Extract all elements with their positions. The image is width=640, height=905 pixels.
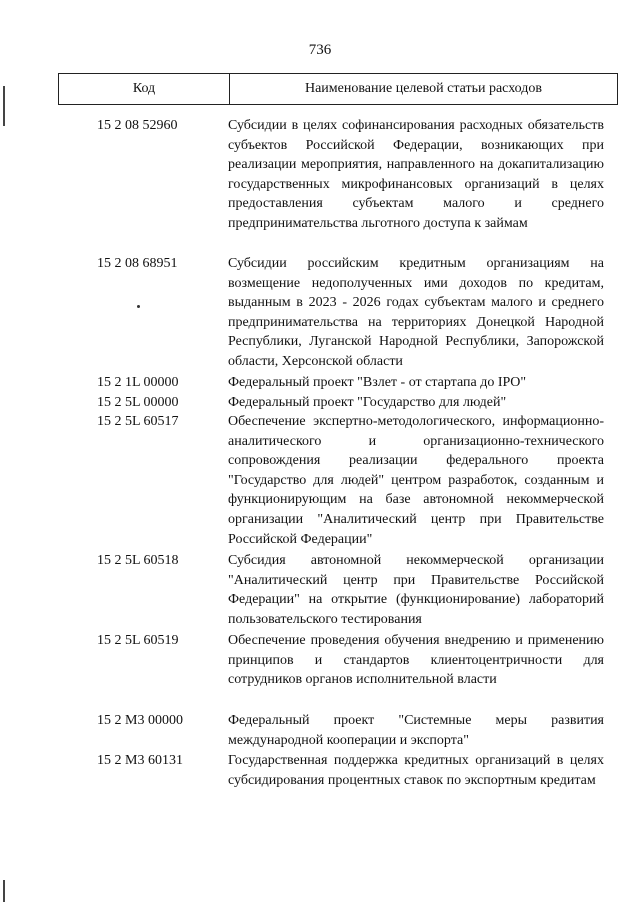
page-number: 736 [308,42,332,58]
item-code: 15 2 5L 00000 [97,395,179,410]
table-row [0,393,640,412]
header-code-column: Код [59,74,230,104]
item-code: 15 2 08 68951 [97,256,178,271]
item-code: 15 2 M3 00000 [97,713,183,728]
table-row [0,751,640,811]
table-row [0,551,640,631]
item-code: 15 2 M3 60131 [97,753,183,768]
item-description: Субсидии в целях софинансирования расходных обязательств субъектов Российской Федерации, возникающих при реализации мероприятия, направленного на докапитализацию государственных микрофинансовых организаций в целях предоставления субъектам малого и среднего предпринимательства льготного доступа к займам [228,118,604,231]
item-code: 15 2 5L 60517 [97,414,179,429]
item-description: Федеральный проект "Взлет - от стартапа до IPO" [228,375,527,390]
item-code: 15 2 5L 60519 [97,633,179,648]
table-row [0,711,640,751]
table-row [0,254,640,373]
item-description: Федеральный проект "Системные меры развития международной кооперации и экспорта" [228,713,604,748]
budget-items-table [0,116,640,811]
table-row [0,412,640,551]
item-code: 15 2 1L 00000 [97,375,179,390]
header-name-column: Наименование целевой статьи расходов [304,81,543,96]
item-description: Субсидии российским кредитным организациям на возмещение недополученных ими доходов по кредитам, выданным в 2023 - 2026 годах субъектам малого и среднего предпринимательства на территориях Донецкой Народной Республики, Луганской Народной Республики, Запорожской области, Херсонской области [228,256,604,369]
item-description: Обеспечение проведения обучения внедрению и применению принципов и стандартов клиентоцентричности для сотрудников органов исполнительной власти [228,633,604,688]
item-description: Обеспечение экспертно-методологического, информационно-аналитического и организационно-технического сопровождения реализации федерального проекта "Государство для людей" центром разработок, созданным и функционирующим на базе автономной некоммерческой организации "Аналитический центр при Правительстве Российской Федерации" [228,414,604,547]
item-code: 15 2 08 52960 [97,118,178,133]
table-header [58,73,618,105]
table-row [0,116,640,254]
item-description: Федеральный проект "Государство для людей" [228,395,507,410]
item-code: 15 2 5L 60518 [97,553,179,568]
item-description: Субсидия автономной некоммерческой организации "Аналитический центр при Правительстве Российской Федерации" на открытие (функционирование) лабораторий пользовательского тестирования [228,553,604,627]
table-row [0,631,640,711]
scan-dot [137,305,140,308]
scan-edge-mark [3,880,5,902]
table-row [0,373,640,393]
item-description: Государственная поддержка кредитных организаций в целях субсидирования процентных ставок по экспортным кредитам [228,753,604,788]
